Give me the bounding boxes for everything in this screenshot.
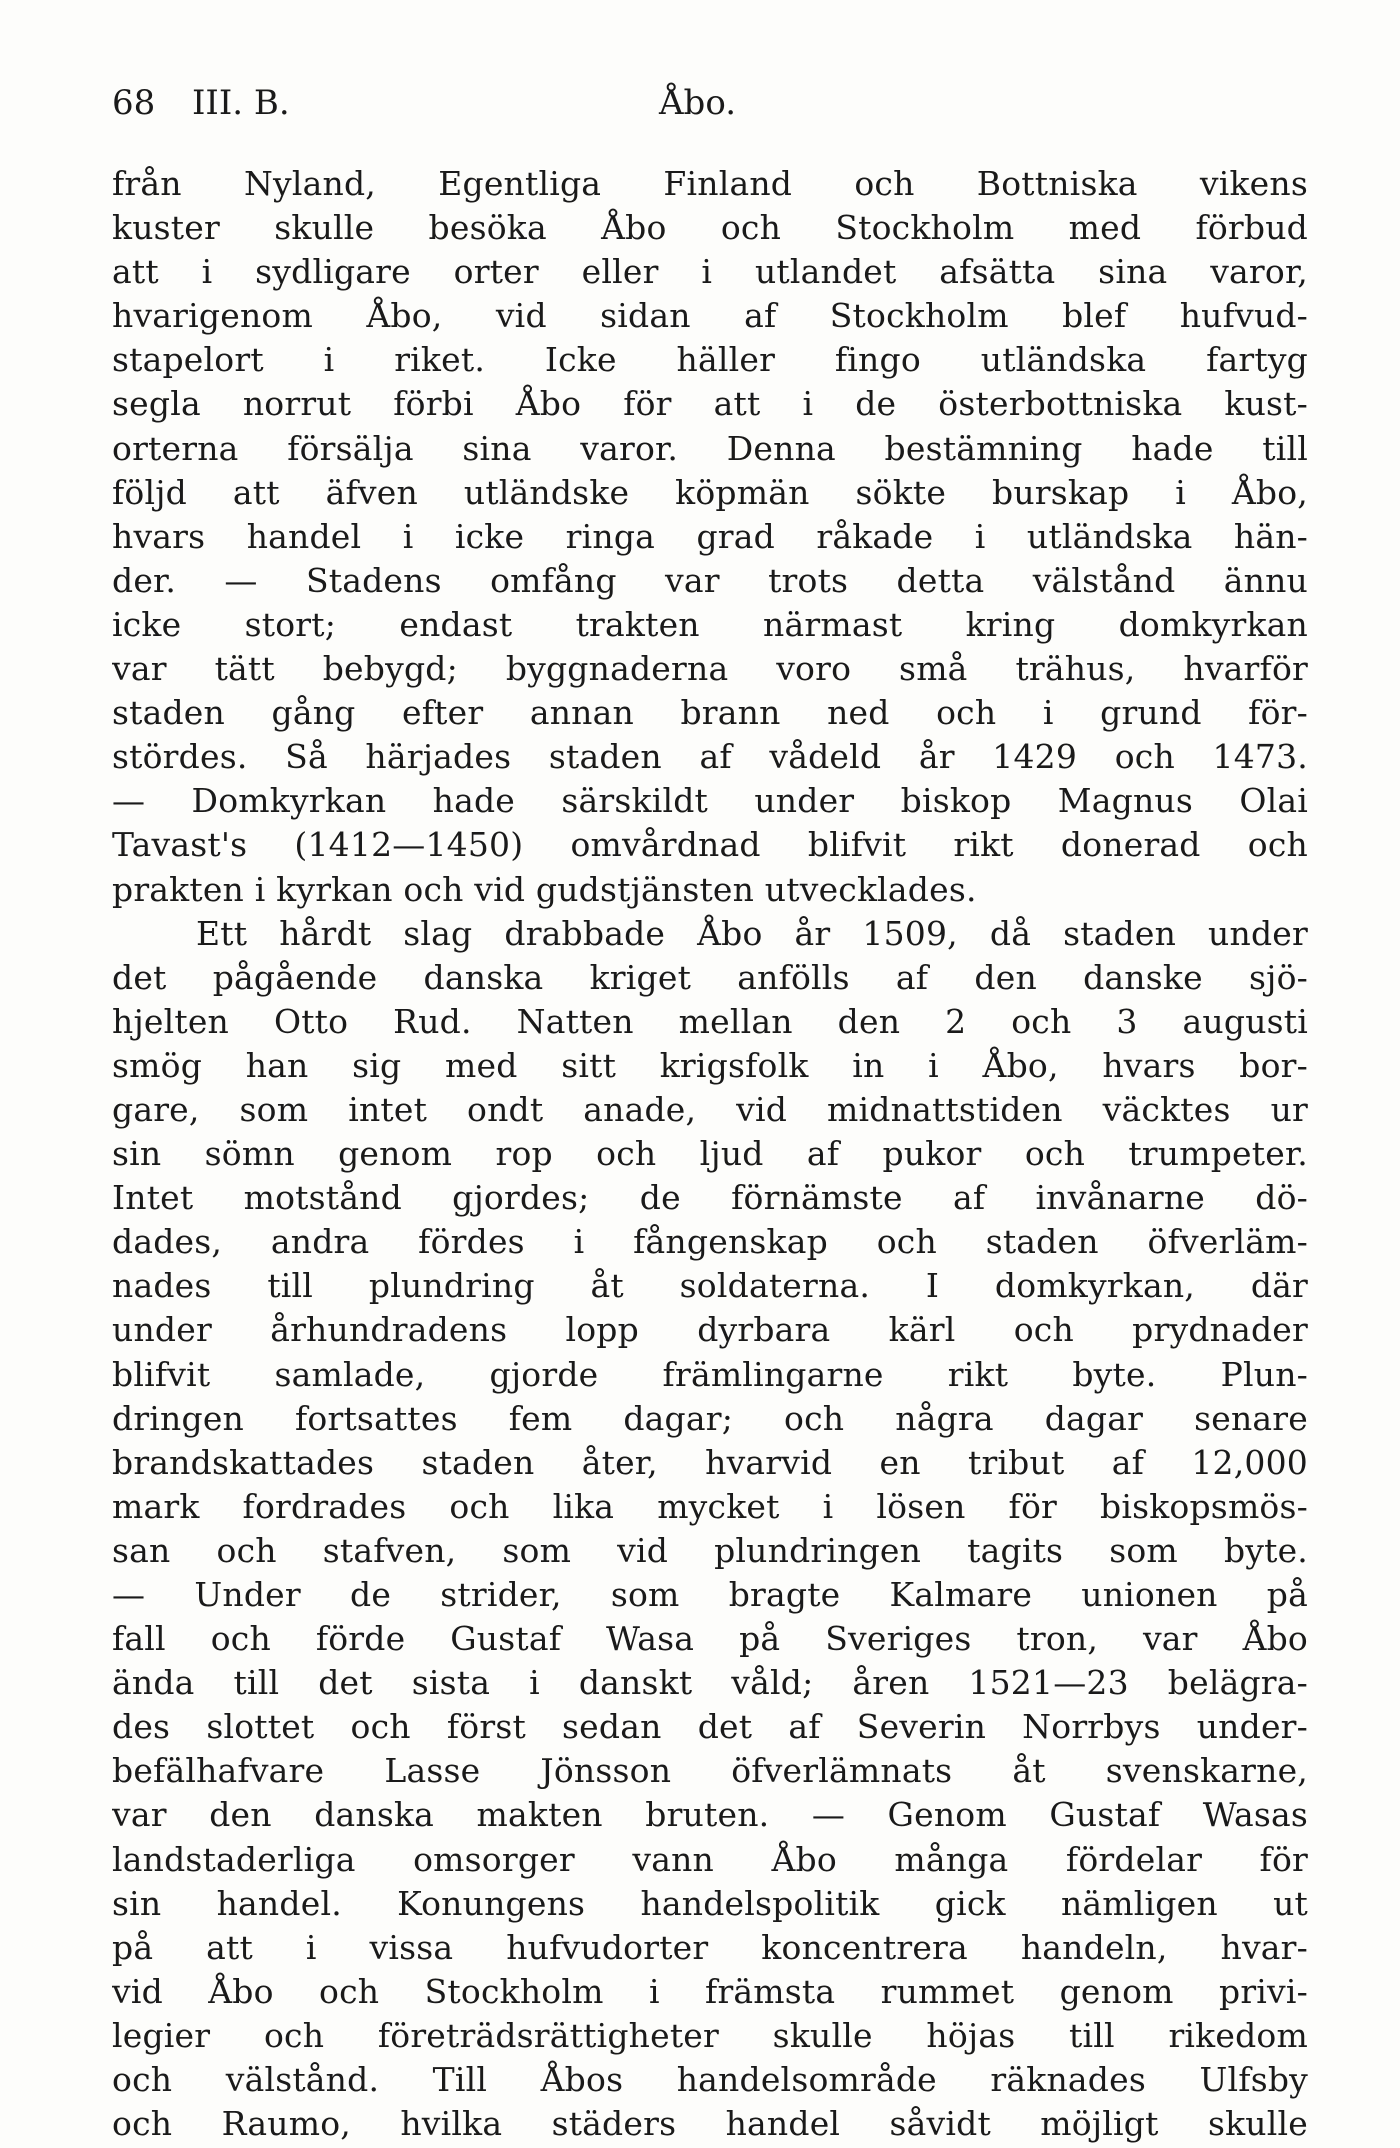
text-line: hvars handel i icke ringa grad råkade i utländska hän- (112, 516, 1308, 556)
text-line: Tavast's (1412—1450) omvårdnad blifvit rikt donerad och (112, 825, 1308, 865)
text-line: blifvit samlade, gjorde främlingarne rikt byte. Plun- (112, 1354, 1308, 1394)
text-line: legier och företrädsrättigheter skulle höjas till rikedom (112, 2015, 1308, 2055)
text-line: och välstånd. Till Åbos handelsområde räknades Ulfsby (112, 2060, 1308, 2100)
text-line: — Under de strider, som bragte Kalmare unionen på (112, 1575, 1308, 1614)
text-line: dringen fortsattes fem dagar; och några dagar senare (112, 1398, 1308, 1438)
text-line: och Raumo, hvilka städers handel såvidt möjligt skulle (112, 2104, 1308, 2144)
body-text (112, 162, 1308, 2146)
text-line: prakten i kyrkan och vid gudstjänsten utvecklades. (112, 869, 977, 909)
text-line: dades, andra fördes i fångenskap och staden öfverläm- (112, 1222, 1308, 1262)
text-line: der. — Stadens omfång var trots detta välstånd ännu (112, 560, 1308, 600)
page-number: 68 (112, 83, 156, 123)
text-line: kuster skulle besöka Åbo och Stockholm med förbud (112, 208, 1308, 248)
text-line: icke stort; endast trakten närmast kring domkyrkan (112, 604, 1308, 644)
text-line: hvarigenom Åbo, vid sidan af Stockholm blef hufvud- (112, 296, 1308, 336)
section-label: III. B. (192, 83, 290, 123)
text-line: nades till plundring åt soldaterna. I domkyrkan, där (112, 1266, 1308, 1306)
running-title: Åbo. (659, 83, 736, 123)
text-line: befälhafvare Lasse Jönsson öfverlämnats åt svenskarne, (112, 1751, 1308, 1791)
text-line: stördes. Så härjades staden af vådeld år 1429 och 1473. (112, 737, 1308, 777)
text-line: vid Åbo och Stockholm i främsta rummet genom privi- (112, 1971, 1308, 2011)
text-line: staden gång efter annan brann ned och i grund för- (112, 693, 1308, 733)
text-line: des slottet och först sedan det af Severin Norrbys under- (112, 1707, 1308, 1747)
text-line: under århundradens lopp dyrbara kärl och prydnader (112, 1310, 1308, 1350)
text-line: var den danska makten bruten. — Genom Gustaf Wasas (112, 1795, 1308, 1835)
text-line: mark fordrades och lika mycket i lösen för biskopsmös- (112, 1486, 1308, 1526)
text-line: stapelort i riket. Icke häller fingo utländska fartyg (112, 340, 1308, 380)
text-line: sin sömn genom rop och ljud af pukor och trumpeter. (112, 1134, 1308, 1174)
text-line: brandskattades staden åter, hvarvid en tribut af 12,000 (112, 1442, 1308, 1482)
text-line: ända till det sista i danskt våld; åren 1521—23 belägra- (112, 1663, 1308, 1703)
text-line: från Nyland, Egentliga Finland och Bottniska vikens (112, 164, 1308, 203)
text-line: landstaderliga omsorger vann Åbo många fördelar för (112, 1839, 1308, 1879)
text-line: san och stafven, som vid plundringen tagits som byte. (112, 1530, 1308, 1570)
text-line: fall och förde Gustaf Wasa på Sveriges tron, var Åbo (112, 1619, 1308, 1659)
text-line: orterna försälja sina varor. Denna bestämning hade till (112, 428, 1308, 468)
running-head (112, 78, 1292, 128)
text-line: hjelten Otto Rud. Natten mellan den 2 och 3 augusti (112, 1001, 1308, 1041)
text-line: att i sydligare orter eller i utlandet afsätta sina varor, (112, 252, 1308, 292)
text-line: på att i vissa hufvudorter koncentrera handeln, hvar- (112, 1927, 1308, 1967)
text-line: Intet motstånd gjordes; de förnämste af invånarne dö- (112, 1178, 1308, 1218)
text-line: Ett hårdt slag drabbade Åbo år 1509, då staden under (196, 913, 1308, 953)
text-line: det pågående danska kriget anfölls af den danske sjö- (112, 957, 1308, 997)
text-line: följd att äfven utländske köpmän sökte burskap i Åbo, (112, 472, 1308, 512)
text-line: var tätt bebygd; byggnaderna voro små trähus, hvarför (112, 649, 1308, 689)
text-line: smög han sig med sitt krigsfolk in i Åbo, hvars bor- (112, 1045, 1308, 1085)
text-line: segla norrut förbi Åbo för att i de österbottniska kust- (112, 384, 1308, 424)
text-line: gare, som intet ondt anade, vid midnattstiden väcktes ur (112, 1089, 1308, 1129)
text-line: sin handel. Konungens handelspolitik gick nämligen ut (112, 1883, 1308, 1923)
text-line: — Domkyrkan hade särskildt under biskop Magnus Olai (112, 781, 1308, 821)
